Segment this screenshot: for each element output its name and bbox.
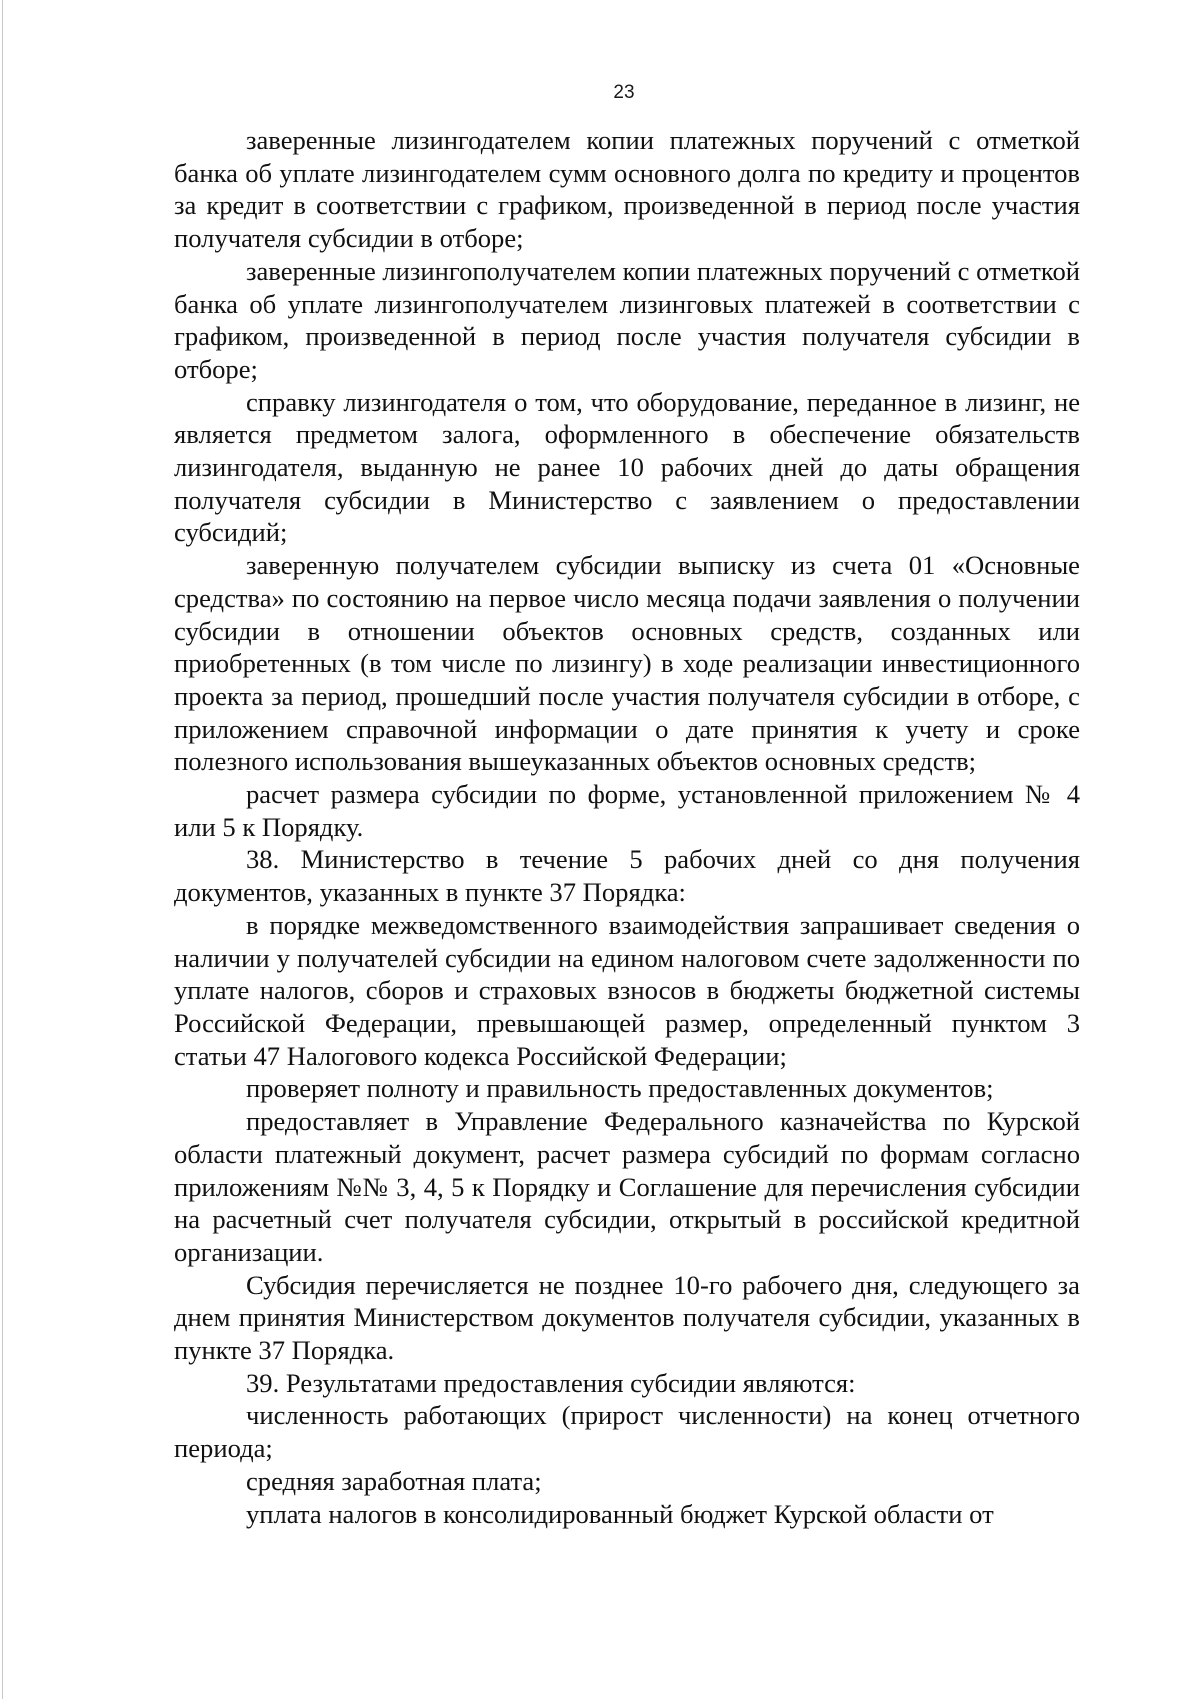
paragraph-lessee-payment-copies: заверенные лизингополучателем копии платежных поручений с отметкой банка об уплате лизингополучателем лизинговых платежей в соответствии с графиком, произведенной в период после участия получателя субсидии в отборе; bbox=[174, 255, 1080, 384]
paragraph-treasury-submission: предоставляет в Управление Федерального казначейства по Курской области платежный документ, расчет размера субсидий по формам согласно приложениям №№ 3, 4, 5 к Порядку и Соглашение для перечисления субсидии на расчетный счет получателя субсидии, открытый в российской кредитной организации. bbox=[174, 1106, 1080, 1267]
paragraph-subsidy-calculation: расчет размера субсидии по форме, установленной приложением № 4 или 5 к Порядку. bbox=[174, 779, 1080, 842]
paragraph-transfer-deadline: Субсидия перечисляется не позднее 10-го рабочего дня, следующего за днем принятия Министерством документов получателя субсидии, указанных в пункте 37 Порядка. bbox=[174, 1269, 1080, 1366]
paragraph-tax-payment: уплата налогов в консолидированный бюджет Курской области от bbox=[246, 1498, 994, 1529]
paragraph-document-check: проверяет полноту и правильность предоставленных документов; bbox=[246, 1073, 994, 1104]
paragraph-lessor-payment-copies: заверенные лизингодателем копии платежных поручений с отметкой банка об уплате лизингодателем сумм основного долга по кредиту и процентов за кредит в соответствии с графиком, произведенной в период после участия получателя субсидии в отборе; bbox=[174, 125, 1080, 254]
paragraph-section-39: 39. Результатами предоставления субсидии являются: bbox=[246, 1367, 856, 1398]
document-body bbox=[174, 124, 1080, 1530]
paragraph-headcount: численность работающих (прирост численности) на конец отчетного периода; bbox=[174, 1400, 1080, 1464]
paragraph-interagency-request: в порядке межведомственного взаимодействия запрашивает сведения о наличии у получателей субсидии на едином налоговом счете задолженности по уплате налогов, сборов и страховых взносов в бюджеты бюджетной системы Российской Федерации, превышающей размер, определенный пунктом 3 статьи 47 Налогового кодекса Российской Федерации; bbox=[174, 909, 1080, 1071]
scan-edge-line bbox=[2, 0, 3, 1699]
paragraph-section-38: 38. Министерство в течение 5 рабочих дней со дня получения документов, указанных в пункте 37 Порядка: bbox=[174, 844, 1080, 908]
page-number: 23 bbox=[613, 82, 635, 103]
paragraph-account-statement: заверенную получателем субсидии выписку из счета 01 «Основные средства» по состоянию на первое число месяца подачи заявления о получении субсидии в отношении объектов основных средств, созданных или приобретенных (в том числе по лизингу) в ходе реализации инвестиционного проекта за период, прошедший после участия получателя субсидии в отборе, с приложением справочной информации о дате принятия к учету и сроке полезного использования вышеуказанных объектов основных средств; bbox=[174, 550, 1080, 777]
paragraph-lessor-certificate: справку лизингодателя о том, что оборудование, переданное в лизинг, не является предметом залога, оформленного в обеспечение обязательств лизингодателя, выданную не ранее 10 рабочих дней до даты обращения получателя субсидии в Министерство с заявлением о предоставлении субсидий; bbox=[174, 386, 1080, 548]
paragraph-average-salary: средняя заработная плата; bbox=[246, 1465, 542, 1496]
